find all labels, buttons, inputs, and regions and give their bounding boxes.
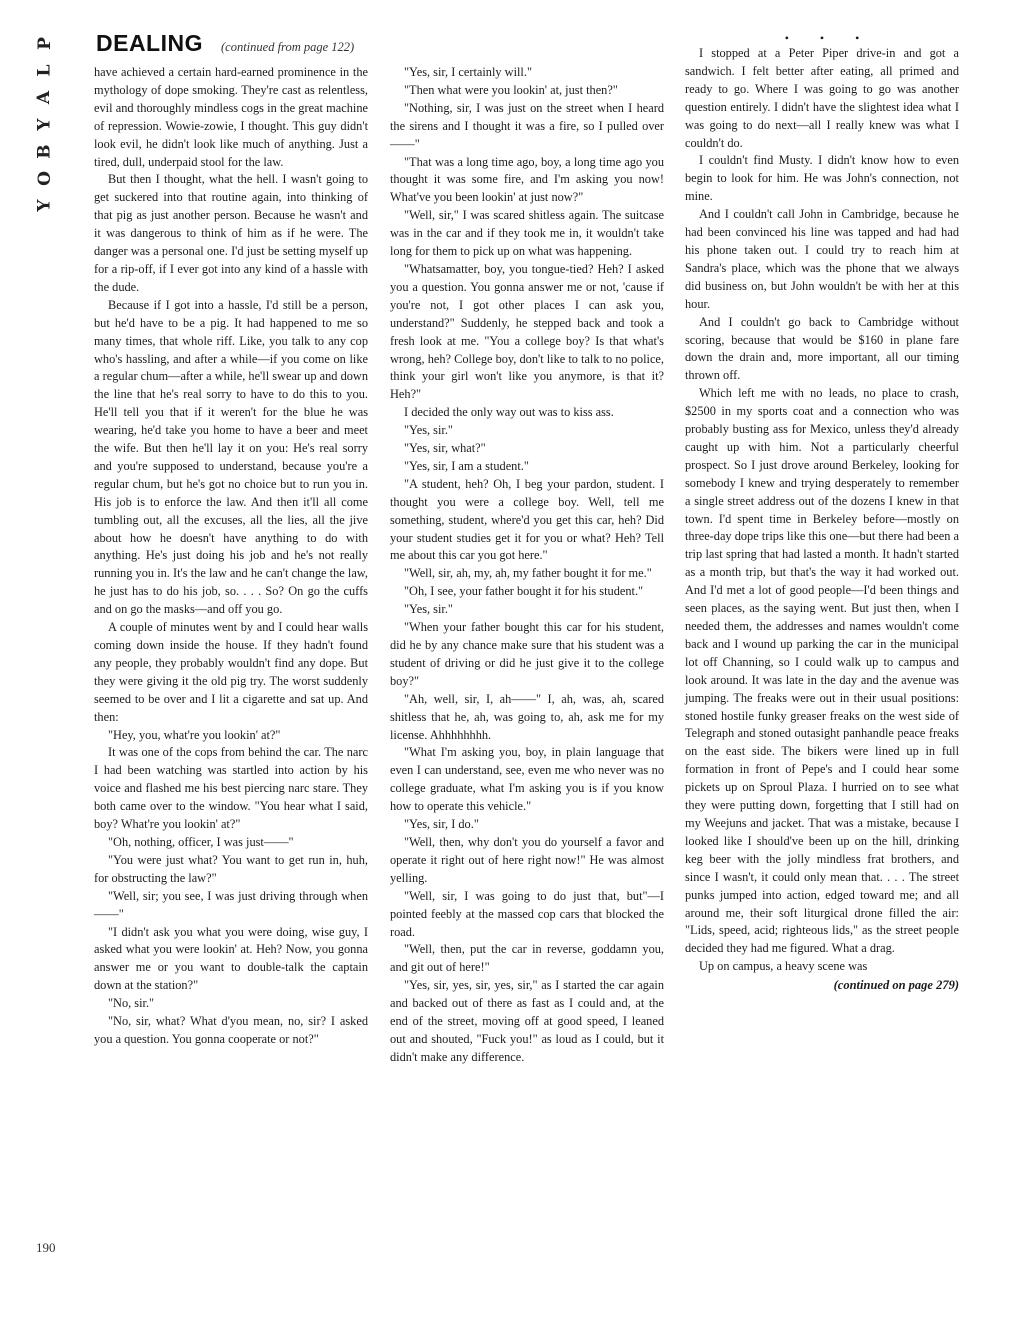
- paragraph: "You were just what? You want to get run in, huh, for obstructing the law?": [94, 852, 368, 885]
- text-column-2: [390, 64, 664, 1067]
- paragraph: "Yes, sir, I do.": [404, 817, 479, 832]
- sidebar-letter: L: [34, 64, 55, 77]
- paragraph: "No, sir.": [108, 996, 155, 1011]
- paragraph: "Well, sir, ah, my, ah, my father bought it for me.": [404, 566, 652, 581]
- article-title: DEALING: [96, 30, 203, 56]
- paragraph: I decided the only way out was to kiss ass.: [404, 405, 614, 420]
- paragraph: "Yes, sir, I certainly will.": [404, 65, 532, 79]
- page-number: 190: [36, 1240, 56, 1255]
- paragraph: "Yes, sir.": [404, 423, 453, 438]
- paragraph: "Well, sir," I was scared shitless again. The suitcase was in the car and if they took me in, it wouldn't take long for them to pick up on what was happening.: [390, 208, 664, 259]
- paragraph: "Then what were you lookin' at, just then?": [404, 82, 618, 97]
- paragraph: I stopped at a Peter Piper drive-in and got a sandwich. I felt better after eating, all primed and ready to go. Where I was going to go was another question entirely. I didn't have the slightest idea what I was going to do next—all I really knew was what I couldn't do.: [685, 46, 959, 150]
- paragraph: "Yes, sir, I am a student.": [404, 458, 529, 473]
- sidebar-letter: P: [34, 37, 55, 50]
- paragraph: Which left me with no leads, no place to crash, $2500 in my sports coat and a connection who was probably busting ass for Mexico, unless they'd already caught up with him. Not a particularly cheerful prospect. So I just drove around Berkeley, looking for somebody I knew and trying desperately to remember a single street address out of the dozens I knew in that town. I'd spent time in Berkeley before—mostly on three-day dope trips like this one—but there had been a trip last spring that had lasted a month. It hadn't started as a month trip, but that's the way it had worked out. And I'd met a lot of good people—I'd been things and seen places, as the saying went. But just then, when I needed them, the addresses and names wouldn't come back and I wound up parking the car in the municipal lot off Channing, so I could walk up to campus and look around. It was late in the day and the avenue was jumping. The freaks were out in their usual positions: stoned hostile funky greaser freaks on the west side of Telegraph and stoned outasight panhandle peace freaks on the east side. The bikers were lined up in full formation in front of Pepe's and I could hear some pickets up on Sproul Plaza. I hurried on to see what they were putting down, forgetting that I still had on my Weejuns and jacket. That was a mistake, because I looked like I should've been up on the hill, drinking keg beer with the jolly mindless frat brothers, and since I wasn't, it could only mean that. . . . The street punks jumped into action, edged toward me; and all around me, their soft liturgical drone filled the air: "Lids, speed, acid; righteous lids," as the street people decided they had me figured. What a drag.: [685, 386, 959, 956]
- section-break: • • •: [784, 31, 874, 45]
- sidebar-letter: Y: [34, 118, 55, 131]
- paragraph: It was one of the cops from behind the car. The narc I had been watching was startled into action by his voice and flashed me his best piercing narc stare. They both came over to the window. "You hear what I said, boy? What're you lookin' at?": [94, 745, 368, 832]
- paragraph: have achieved a certain hard-earned prominence in the mythology of dope smoking. They're cast as relentless, evil and thoroughly mindless cogs in the great machine of repression. Wowie-zowie, I thought. This guy didn't look evil, he didn't look like much of anything. Just a tired, dull, underpaid stool for the law.: [94, 65, 368, 169]
- paragraph: "Yes, sir, yes, sir, yes, sir," as I started the car again and backed out of there as fast as I could and, at the end of the street, moving off at good speed, I leaned out and shouted, "Fuck you!" as loud as I could, but it didn't make any difference.: [390, 978, 664, 1064]
- sidebar-letter: O: [34, 171, 55, 186]
- text-column-3: [685, 31, 959, 994]
- sidebar-letter: B: [34, 144, 55, 159]
- paragraph: "I didn't ask you what you were doing, wise guy, I asked what you were lookin' at. Heh? Now, you gonna answer me or you want to double-talk the captain down at the station?": [94, 924, 368, 993]
- sidebar-letter: Y: [34, 199, 55, 212]
- paragraph: "Yes, sir, what?": [404, 441, 486, 456]
- paragraph: "Well, then, why don't you do yourself a favor and operate it right out of here right now!" He was almost yelling.: [390, 834, 664, 885]
- paragraph: "A student, heh? Oh, I beg your pardon, student. I thought you were a college boy. Well, tell me something, student, where'd you get this car, heh? Did your student studies get it for you or what? Heh? Tell me about this car you got here.": [390, 476, 664, 563]
- paragraph: "When your father bought this car for his student, did he by any chance make sure that his student was a student of driving or did he just give it to the college boy?": [390, 620, 664, 688]
- paragraph: A couple of minutes went by and I could hear walls coming down inside the house. If they hadn't found any people, they probably wouldn't find any dope. But they were giving it the old pig try. The worst suddenly seemed to be over and I lit a cigarette and sat up. And then:: [94, 620, 368, 724]
- paragraph: And I couldn't call John in Cambridge, because he had been convinced his line was tapped and had had his phone taken out. I could try to reach him at Sandra's place, which was the phone that we always did business on, but John wouldn't be with her at this hour.: [685, 207, 959, 311]
- paragraph: "No, sir, what? What d'you mean, no, sir? I asked you a question. You gonna cooperate or not?": [94, 1014, 368, 1046]
- paragraph: "What I'm asking you, boy, in plain language that even I can understand, see, even me who never was no college graduate, what I'm asking you is if you know how to operate this vehicle.": [390, 745, 664, 814]
- article-header: [96, 30, 386, 57]
- paragraph: "Nothing, sir, I was just on the street when I heard the sirens and I thought it was a fire, so I pulled over——": [390, 100, 664, 151]
- paragraph: "Well, then, put the car in reverse, goddamn you, and git out of here!": [390, 942, 664, 975]
- paragraph: "Oh, nothing, officer, I was just——": [108, 834, 294, 849]
- continued-on-note: (continued on page 279): [833, 978, 959, 993]
- paragraph: "Well, sir; you see, I was just driving through when——": [94, 888, 368, 921]
- paragraph: Up on campus, a heavy scene was: [699, 959, 868, 974]
- magazine-name-vertical: [28, 30, 62, 219]
- paragraph: And I couldn't go back to Cambridge without scoring, because that would be $160 in plane fare down the drain and, more important, all our timing thrown off.: [685, 314, 959, 383]
- paragraph: "Ah, well, sir, I, ah——" I, ah, was, ah, scared shitless that he, ah, was going to, ah, ask me for my license. Ahhhhhhhh.: [390, 691, 664, 742]
- paragraph: Because if I got into a hassle, I'd still be a person, but he'd have to be a pig. It had happened to me so many times, that whole riff. Like, you talk to any cop who's hassling, and after a while—if you come on like a regular chum—after a while, he'll swear up and down the line that he's real sorry to have to do this to you. He'll tell you that if it weren't for the blue he was wearing, he'd take you home to have a beer and meet the wife. But then he'll lay it on you: He's real sorry and you're supposed to understand, because you're a regular chum, but he's got no choice but to run you in. His job is to enforce the law. And then it'll all come tumbling out, all the excuses, all the lies, all the jive about how he doesn't have anything to do with anything. He's just doing his job and he's not really running you in. It's the law and he can't change the law, he just has to do his job, so. . . . So? On go the cuffs and on go the masks—and off you go.: [94, 297, 368, 617]
- paragraph: "Oh, I see, your father bought it for his student.": [404, 584, 644, 599]
- paragraph: "Well, sir, I was going to do just that, but"—I pointed feebly at the massed cop cars that blocked the road.: [390, 888, 664, 939]
- sidebar-letter: A: [34, 90, 55, 105]
- paragraph: "Whatsamatter, boy, you tongue-tied? Heh? I asked you a question. You gonna answer me or not, 'cause if you're not, I got other places I can ask you, understand?" Suddenly, he stepped back and took a fresh look at me. "You a college boy? Is that what's wrong, heh? College boy, don't like to talk to no police, think your girl won't like you anymore, is that it? Heh?": [390, 261, 664, 402]
- paragraph: "Hey, you, what're you lookin' at?": [108, 727, 281, 742]
- paragraph: "Yes, sir.": [404, 602, 453, 617]
- paragraph: "That was a long time ago, boy, a long time ago you thought it was some fire, and I'm asking you now! What've you been lookin' at just now?": [390, 154, 664, 205]
- paragraph: But then I thought, what the hell. I wasn't going to get suckered into that routine again, into thinking of that pig as just another person. Because he wasn't and it was dangerous to think of him as if he were. The danger was a personal one. I'd just be setting myself up for a rip-off, if I ever got into any kind of a hassle with the dude.: [94, 172, 368, 294]
- paragraph: I couldn't find Musty. I didn't know how to even begin to look for him. He was John's connection, not mine.: [685, 153, 959, 204]
- text-column-1: [94, 64, 368, 1049]
- continued-from-note: (continued from page 122): [221, 40, 355, 54]
